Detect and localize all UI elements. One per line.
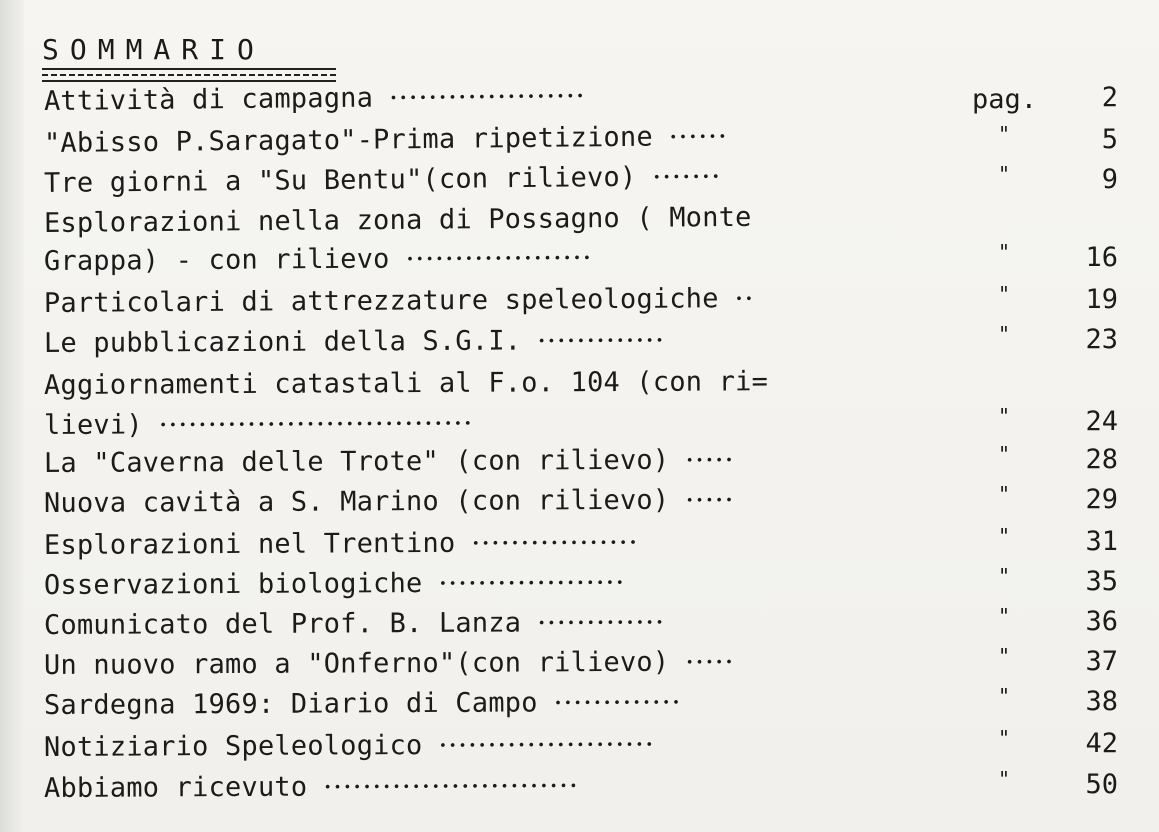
- toc-leader-dots: •••••••••••••••••••: [405, 251, 593, 268]
- toc-page-number: 29: [1085, 484, 1118, 515]
- toc-entry-title: Le pubblicazioni della S.G.I.: [43, 325, 522, 359]
- toc-entry: [44, 327, 666, 357]
- toc-leader-dots: •••••: [685, 453, 735, 469]
- toc-page-number: 5: [1101, 124, 1118, 155]
- toc-entry-title: Nuova cavità a S. Marino (con rilievo): [43, 484, 670, 519]
- toc-leader-dots: ••••••••••••••••••••••••••: [323, 779, 580, 796]
- ditto-mark: ": [998, 564, 1011, 588]
- page-column-label: pag.: [972, 84, 1038, 115]
- toc-entry-title: Sardegna 1969: Diario di Campo: [43, 687, 538, 721]
- toc-entry: [44, 123, 729, 157]
- toc-entry: [44, 609, 666, 639]
- toc-entry: [44, 82, 586, 115]
- toc-entry: [43, 201, 752, 239]
- toc-entry-title: Esplorazioni nella zona di Possagno ( Monte: [43, 201, 752, 239]
- toc-entry-title: Particolari di attrezzature speleologiche: [43, 283, 719, 319]
- toc-leader-dots: •••••••••••••: [537, 615, 666, 632]
- toc-entry: [44, 529, 639, 559]
- toc-entry-title: Abbiamo ricevuto: [43, 771, 308, 804]
- toc-leader-dots: •••••••••••••: [537, 333, 666, 350]
- toc-entry-title: "Abisso P.Saragato"-Prima ripetizione: [43, 121, 653, 159]
- toc-entry: [44, 569, 626, 599]
- toc-entry-title: Osservazioni biologiche: [43, 568, 423, 601]
- toc-leader-dots: ••••••••••••••••••••: [389, 89, 587, 107]
- toc-leader-dots: •••••: [685, 493, 735, 509]
- toc-page-number: 2: [1101, 82, 1118, 113]
- toc-entry: [44, 410, 474, 439]
- toc-entry: [44, 731, 655, 761]
- toc-entry-title: Tre giorni a "Su Bentu"(con rilievo): [43, 161, 637, 199]
- ditto-mark: ": [998, 604, 1011, 628]
- toc-page-number: 9: [1101, 164, 1118, 195]
- toc-leader-dots: •••••••••••••••••••: [438, 575, 626, 592]
- toc-entry: [44, 368, 768, 399]
- title-double-underline: [42, 68, 336, 82]
- toc-leader-dots: •••••: [685, 655, 735, 671]
- toc-page-number: 50: [1085, 769, 1118, 800]
- ditto-mark: ": [998, 162, 1011, 186]
- toc-entry: [44, 772, 579, 802]
- toc-entry-title: Un nuovo ramo a "Onferno"(con rilievo): [43, 646, 670, 681]
- toc-leader-dots: •••••••: [652, 169, 722, 186]
- toc-leader-dots: ••••••••••••••••••••••: [438, 737, 656, 754]
- ditto-mark: ": [998, 767, 1011, 791]
- toc-page-number: 36: [1085, 606, 1118, 637]
- toc-page-number: 28: [1085, 444, 1118, 475]
- toc-leader-dots: •••••••••••••••••: [471, 535, 639, 552]
- toc-page-number: 38: [1085, 686, 1118, 717]
- toc-page-number: 24: [1085, 406, 1118, 437]
- toc-entry-title: Grappa) - con rilievo: [43, 243, 390, 277]
- toc-leader-dots: ••••••: [669, 129, 729, 146]
- page-edge-shadow: [0, 0, 24, 832]
- toc-entry-title: Attività di campagna: [43, 82, 374, 117]
- toc-leader-dots: ••••••••••••••••••••••••••••••••: [159, 416, 474, 434]
- toc-leader-dots: •••••••••••••: [554, 695, 682, 712]
- ditto-mark: ": [998, 482, 1011, 506]
- toc-entry-title: Esplorazioni nel Trentino: [43, 527, 456, 561]
- ditto-mark: ": [998, 404, 1011, 428]
- toc-entry: [44, 244, 593, 275]
- toc-entry: [44, 486, 735, 517]
- toc-entry: [44, 648, 735, 679]
- ditto-mark: ": [998, 122, 1011, 146]
- toc-page-number: 16: [1085, 242, 1118, 273]
- ditto-mark: ": [998, 322, 1011, 346]
- toc-entry: [44, 163, 722, 197]
- toc-page-number: 19: [1085, 284, 1118, 315]
- toc-page-number: 23: [1085, 324, 1118, 355]
- toc-entry-title: Comunicato del Prof. B. Lanza: [43, 607, 522, 641]
- ditto-mark: ": [998, 442, 1011, 466]
- ditto-mark: ": [998, 282, 1011, 306]
- toc-page-number: 31: [1085, 526, 1118, 557]
- ditto-mark: ": [998, 644, 1011, 668]
- toc-entry-title: lievi): [43, 409, 143, 441]
- ditto-mark: ": [998, 524, 1011, 548]
- toc-page-number: 37: [1085, 646, 1118, 677]
- toc-entry: [44, 285, 755, 317]
- toc-entry: [44, 446, 735, 477]
- toc-entry-title: Aggiornamenti catastali al F.o. 104 (con ri=: [43, 366, 769, 401]
- ditto-mark: ": [998, 726, 1011, 750]
- toc-page-number: 35: [1085, 566, 1118, 597]
- toc-entry-title: La "Caverna delle Trote" (con rilievo): [43, 444, 670, 479]
- toc-leader-dots: ••: [735, 292, 755, 308]
- ditto-mark: ": [998, 240, 1011, 264]
- toc-page-number: 42: [1085, 728, 1118, 759]
- toc-entry-title: Notiziario Speleologico: [43, 730, 423, 763]
- toc-entry: [44, 689, 682, 719]
- ditto-mark: ": [998, 684, 1011, 708]
- page-title: SOMMARIO: [42, 33, 265, 66]
